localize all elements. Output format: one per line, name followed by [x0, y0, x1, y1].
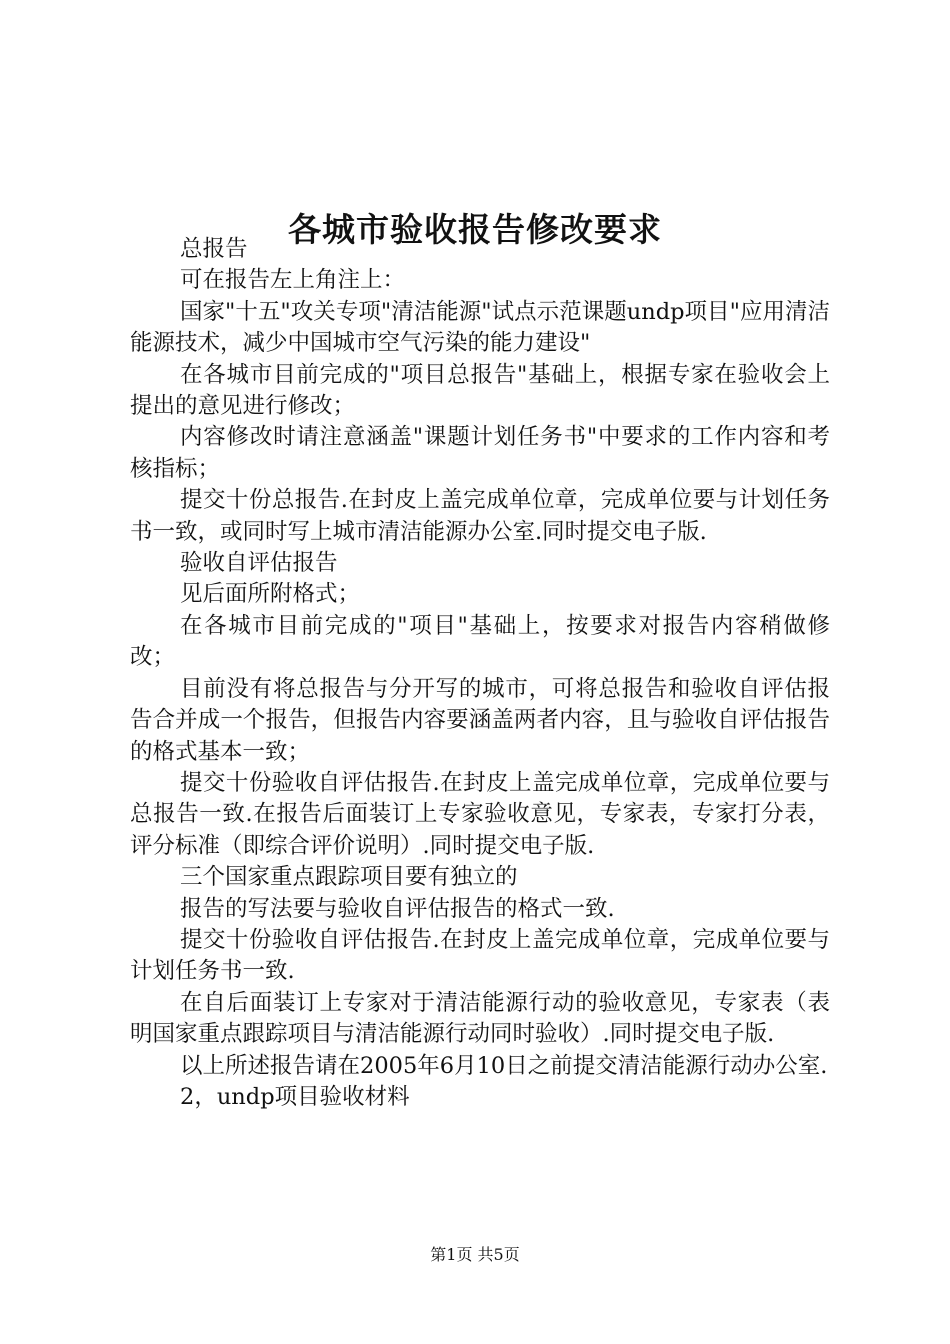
- document-body: [130, 234, 830, 1113]
- paragraph: 以上所述报告请在2005年6月10日之前提交清洁能源行动办公室.: [180, 1052, 828, 1079]
- paragraph: 报告的写法要与验收自评估报告的格式一致.: [180, 895, 615, 922]
- paragraph: 在各城市目前完成的"项目"基础上，按要求对报告内容稍做修改；: [130, 612, 830, 671]
- page-footer: 第1页 共5页: [430, 1245, 520, 1264]
- paragraph: 提交十份总报告.在封皮上盖完成单位章，完成单位要与计划任务书一致，或同时写上城市清洁能源办公室.同时提交电子版.: [130, 487, 830, 545]
- paragraph: 目前没有将总报告与分开写的城市，可将总报告和验收自评估报告合并成一个报告，但报告内容要涵盖两者内容，且与验收自评估报告的格式基本一致；: [130, 675, 830, 765]
- paragraph: 提交十份验收自评估报告.在封皮上盖完成单位章，完成单位要与总报告一致.在报告后面装订上专家验收意见，专家表，专家打分表，评分标准（即综合评价说明）.同时提交电子版.: [130, 769, 830, 859]
- paragraph: 内容修改时请注意涵盖"课题计划任务书"中要求的工作内容和考核指标；: [130, 424, 830, 482]
- paragraph: 提交十份验收自评估报告.在封皮上盖完成单位章，完成单位要与计划任务书一致.: [130, 926, 830, 985]
- paragraph: 在各城市目前完成的"项目总报告"基础上，根据专家在验收会上提出的意见进行修改；: [130, 361, 830, 420]
- paragraph: 三个国家重点跟踪项目要有独立的: [180, 864, 518, 891]
- paragraph: 总报告: [180, 236, 248, 262]
- paragraph: 在自后面装订上专家对于清洁能源行动的验收意见，专家表（表明国家重点跟踪项目与清洁能源行动同时验收）.同时提交电子版.: [130, 989, 830, 1048]
- paragraph: 可在报告左上角注上：: [180, 267, 406, 294]
- paragraph: 验收自评估报告: [180, 550, 338, 577]
- paragraph: 见后面所附格式；: [180, 581, 361, 608]
- paragraph: 2，undp项目验收材料: [180, 1083, 410, 1110]
- document-title: 各城市验收报告修改要求: [288, 210, 662, 250]
- paragraph: 国家"十五"攻关专项"清洁能源"试点示范课题undp项目"应用清洁能源技术，减少中国城市空气污染的能力建设": [130, 298, 830, 357]
